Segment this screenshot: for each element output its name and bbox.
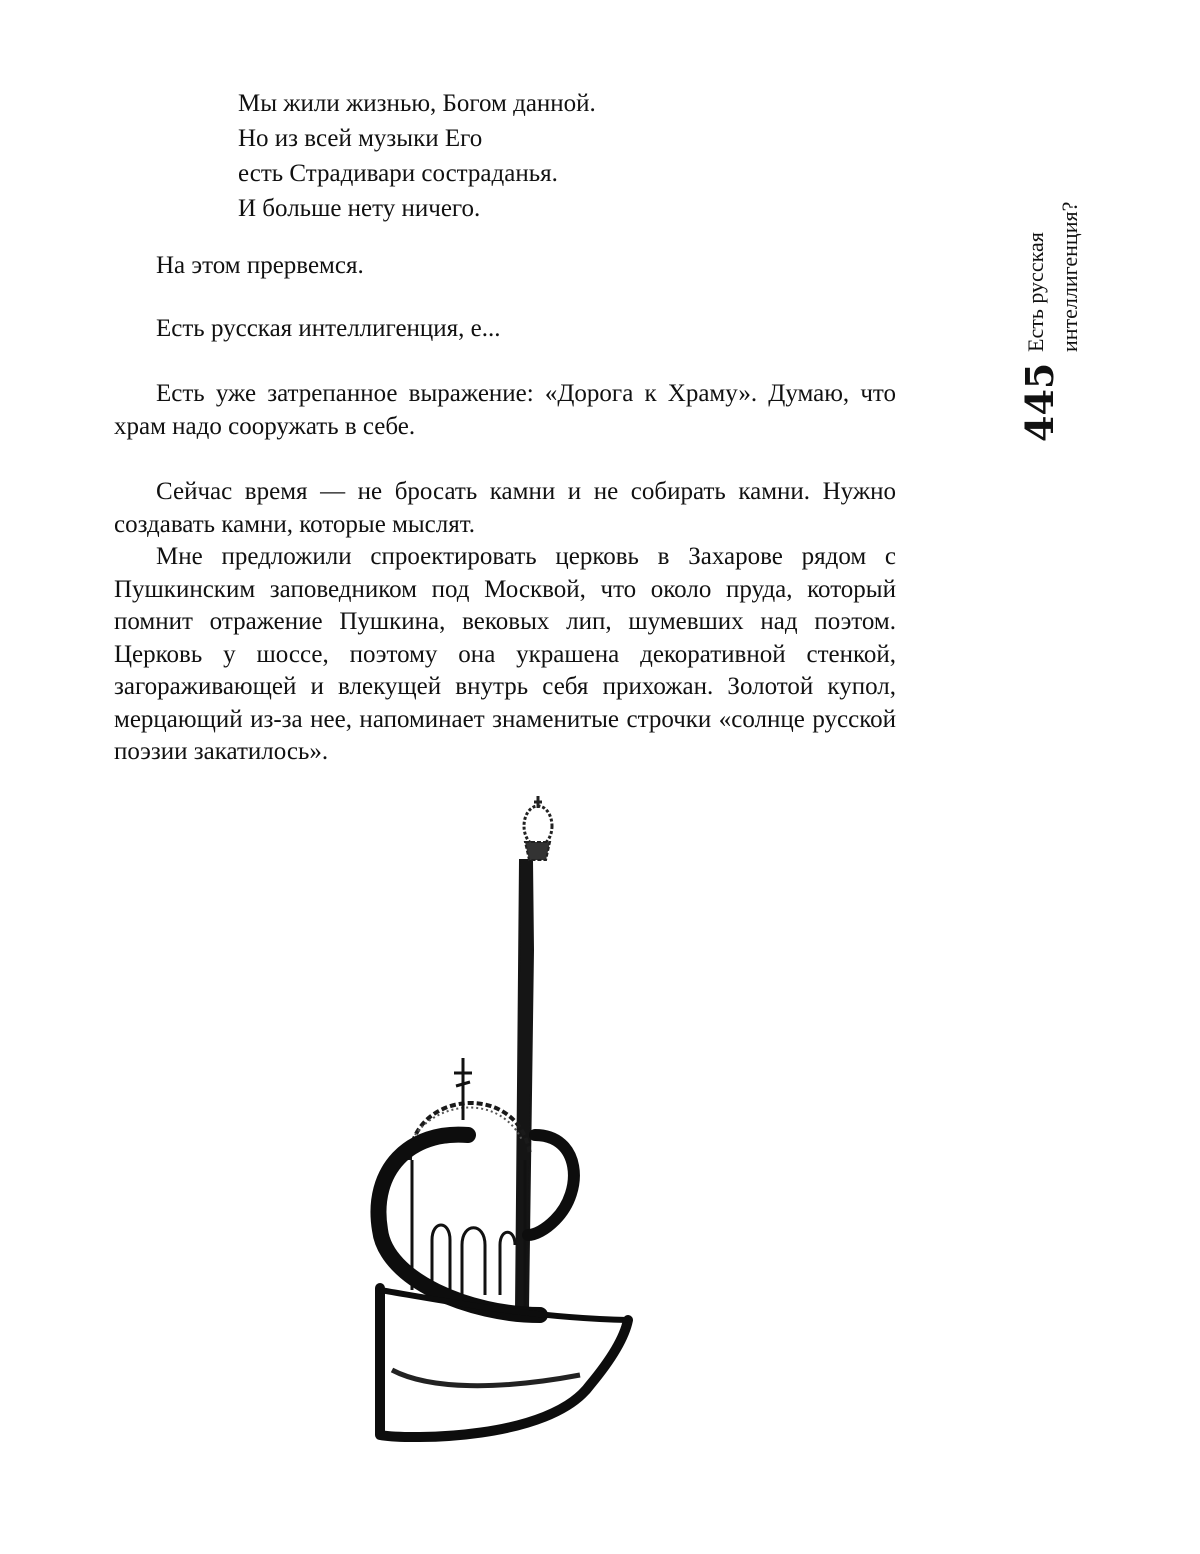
section-title-line: интеллигенция? <box>1053 202 1087 352</box>
page-number: 445 <box>1021 363 1059 442</box>
paragraph-block <box>114 313 896 346</box>
paragraph: На этом прервемся. <box>114 250 896 283</box>
poem-stanza <box>238 86 596 226</box>
church-sketch-icon <box>350 790 650 1455</box>
paragraph-block <box>114 476 896 769</box>
paragraph-block <box>114 378 896 443</box>
paragraph: Сейчас время — не бросать камни и не собирать камни. Нужно создавать камни, которые мыслят. <box>114 476 896 541</box>
section-title <box>1019 202 1087 352</box>
poem-line: есть Страдивари состраданья. <box>238 156 596 191</box>
decorative-wall-icon <box>378 1135 628 1437</box>
paragraph: Есть уже затрепанное выражение: «Дорога к Храму». Думаю, что храм надо сооружать в себе. <box>114 378 896 443</box>
paragraph: Мне предложили спроектировать церковь в Захарове рядом с Пушкинским заповедником под Москвой, что около пруда, который помнит отражение Пушкина, вековых лип, шумевших над поэтом. Церковь у шоссе, поэтому она украшена декоративной стенкой, загораживающей и влекущей внутрь себя прихожан. Золотой купол, мерцающий из-за нее, напоминает знаменитые строчки «солнце русской поэзии закатилось». <box>114 541 896 769</box>
spire-icon <box>515 796 552 1320</box>
book-page <box>0 0 1200 1554</box>
poem-line: И больше нету ничего. <box>238 191 596 226</box>
poem-line: Но из всей музыки Его <box>238 121 596 156</box>
section-title-line: Есть русская <box>1019 202 1053 352</box>
paragraph: Есть русская интеллигенция, е... <box>114 313 896 346</box>
running-header <box>1015 152 1095 442</box>
paragraph-block <box>114 250 896 283</box>
poem-line: Мы жили жизнью, Богом данной. <box>238 86 596 121</box>
